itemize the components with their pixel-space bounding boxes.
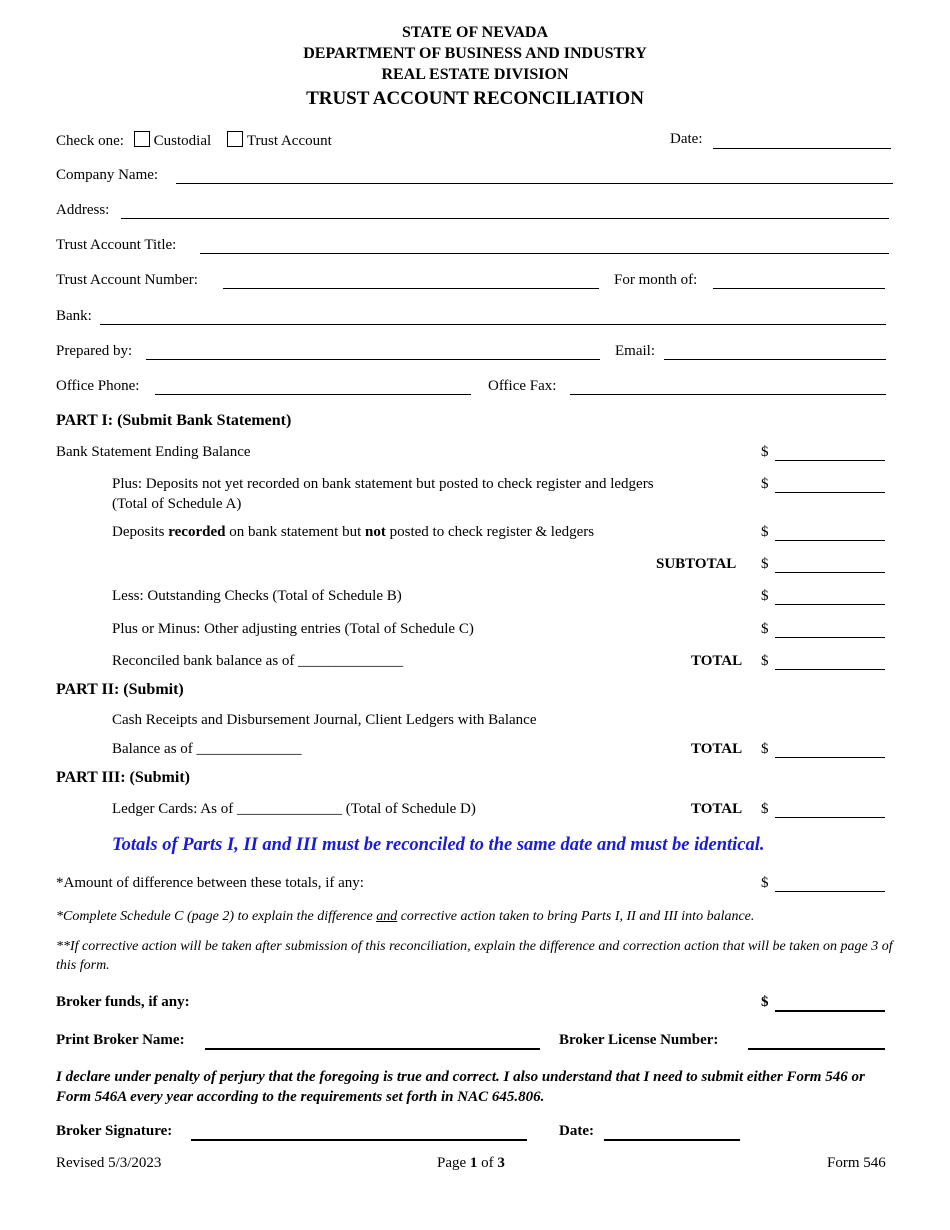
trust-account-number-field[interactable]	[223, 288, 599, 289]
dollar-sign: $	[761, 653, 769, 669]
trust-account-title-label: Trust Account Title:	[56, 237, 177, 253]
part3-heading: PART III: (Submit)	[56, 769, 190, 786]
dollar-sign: $	[761, 444, 769, 460]
deposits-not-recorded-amount[interactable]	[775, 476, 885, 493]
reconciled-balance-label: Reconciled bank balance as of ______________	[112, 653, 404, 669]
part2-total-label: TOTAL	[691, 741, 743, 757]
dollar-sign: $	[761, 741, 769, 757]
revised-date: Revised 5/3/2023	[56, 1155, 162, 1171]
dollar-sign: $	[761, 801, 769, 817]
header-division: REAL ESTATE DIVISION	[381, 66, 569, 83]
company-name-field[interactable]	[176, 183, 893, 184]
ledger-cards-label: Ledger Cards: As of ______________ (Total of Schedule D)	[112, 801, 476, 817]
office-fax-label: Office Fax:	[488, 378, 557, 394]
prepared-by-field[interactable]	[146, 359, 600, 360]
part1-heading: PART I: (Submit Bank Statement)	[56, 412, 292, 429]
email-field[interactable]	[664, 359, 886, 360]
reconcile-notice: Totals of Parts I, II and III must be reconciled to the same date and must be identical.	[112, 835, 765, 855]
ending-balance-amount[interactable]	[775, 444, 885, 461]
address-label: Address:	[56, 202, 110, 218]
office-phone-field[interactable]	[155, 394, 471, 395]
deposits-not-recorded-label: Plus: Deposits not yet recorded on bank statement but posted to check register and ledgers	[112, 476, 654, 492]
dollar-sign: $	[761, 588, 769, 604]
part3-total-amount[interactable]	[775, 801, 885, 818]
outstanding-checks-label: Less: Outstanding Checks (Total of Schedule B)	[112, 588, 402, 604]
for-month-of-label: For month of:	[614, 272, 698, 288]
balance-as-of-label: Balance as of ______________	[112, 741, 302, 757]
trust-account-label: Trust Account	[246, 133, 332, 149]
check-one-label: Check one:	[56, 133, 124, 149]
deposits-recorded-amount[interactable]	[775, 524, 885, 541]
print-broker-name-field[interactable]	[205, 1048, 540, 1050]
dollar-sign: $	[761, 524, 769, 540]
office-fax-field[interactable]	[570, 394, 886, 395]
dollar-sign: $	[761, 476, 769, 492]
header-department: DEPARTMENT OF BUSINESS AND INDUSTRY	[303, 45, 647, 62]
bank-label: Bank:	[56, 308, 92, 324]
trust-account-title-field[interactable]	[200, 253, 889, 254]
custodial-label: Custodial	[153, 133, 212, 149]
form-title: TRUST ACCOUNT RECONCILIATION	[306, 88, 644, 109]
schedule-c-note: *Complete Schedule C (page 2) to explain the difference and corrective action taken to bring Parts I, II and III into balance.	[56, 909, 755, 924]
office-phone-label: Office Phone:	[56, 378, 140, 394]
outstanding-checks-amount[interactable]	[775, 588, 885, 605]
journal-label: Cash Receipts and Disbursement Journal, Client Ledgers with Balance	[112, 712, 537, 728]
for-month-of-field[interactable]	[713, 288, 885, 289]
trust-account-number-label: Trust Account Number:	[56, 272, 198, 288]
broker-license-label: Broker License Number:	[559, 1032, 719, 1048]
company-name-label: Company Name:	[56, 167, 159, 183]
subtotal-amount[interactable]	[775, 556, 885, 573]
dollar-sign: $	[761, 621, 769, 637]
date-label: Date:	[670, 131, 703, 147]
perjury-declaration: I declare under penalty of perjury that the foregoing is true and correct. I also understand that I need to submit either Form 546 or Form 546A every year according to the requirements set forth in NAC 645.806.	[56, 1069, 865, 1105]
broker-funds-amount[interactable]	[775, 1010, 885, 1012]
trust-account-checkbox[interactable]	[227, 131, 243, 147]
broker-license-field[interactable]	[748, 1048, 885, 1050]
deposits-recorded-label: Deposits recorded on bank statement but not posted to check register & ledgers	[112, 524, 595, 540]
broker-signature-field[interactable]	[191, 1139, 527, 1141]
subtotal-label: SUBTOTAL	[656, 556, 737, 572]
part1-total-label: TOTAL	[691, 653, 743, 669]
corrective-action-note: **If corrective action will be taken after submission of this reconciliation, explain the difference and correction action that will be taken on page 3 of this form.	[56, 939, 893, 973]
signature-date-field[interactable]	[604, 1139, 740, 1141]
schedule-a-label: (Total of Schedule A)	[112, 496, 242, 512]
bank-field[interactable]	[100, 324, 886, 325]
date-field[interactable]	[713, 148, 891, 149]
prepared-by-label: Prepared by:	[56, 343, 133, 359]
dollar-sign: $	[761, 556, 769, 572]
ending-balance-label: Bank Statement Ending Balance	[56, 444, 251, 460]
address-field[interactable]	[121, 218, 889, 219]
difference-label: *Amount of difference between these totals, if any:	[56, 875, 364, 891]
adjusting-entries-label: Plus or Minus: Other adjusting entries (Total of Schedule C)	[112, 621, 474, 637]
broker-signature-label: Broker Signature:	[56, 1123, 173, 1139]
adjusting-entries-amount[interactable]	[775, 621, 885, 638]
part3-total-label: TOTAL	[691, 801, 743, 817]
check-one-row	[56, 131, 332, 150]
difference-amount[interactable]	[775, 875, 885, 892]
dollar-sign: $	[761, 994, 769, 1010]
broker-funds-label: Broker funds, if any:	[56, 994, 190, 1010]
form-number: Form 546	[827, 1155, 886, 1171]
part2-heading: PART II: (Submit)	[56, 681, 184, 698]
part1-total-amount[interactable]	[775, 653, 885, 670]
signature-date-label: Date:	[559, 1123, 594, 1139]
part2-total-amount[interactable]	[775, 741, 885, 758]
print-broker-name-label: Print Broker Name:	[56, 1032, 185, 1048]
header-state: STATE OF NEVADA	[401, 24, 549, 41]
email-label: Email:	[615, 343, 655, 359]
dollar-sign: $	[761, 875, 769, 891]
custodial-checkbox[interactable]	[134, 131, 150, 147]
page-number: Page 1 of 3	[437, 1155, 505, 1171]
